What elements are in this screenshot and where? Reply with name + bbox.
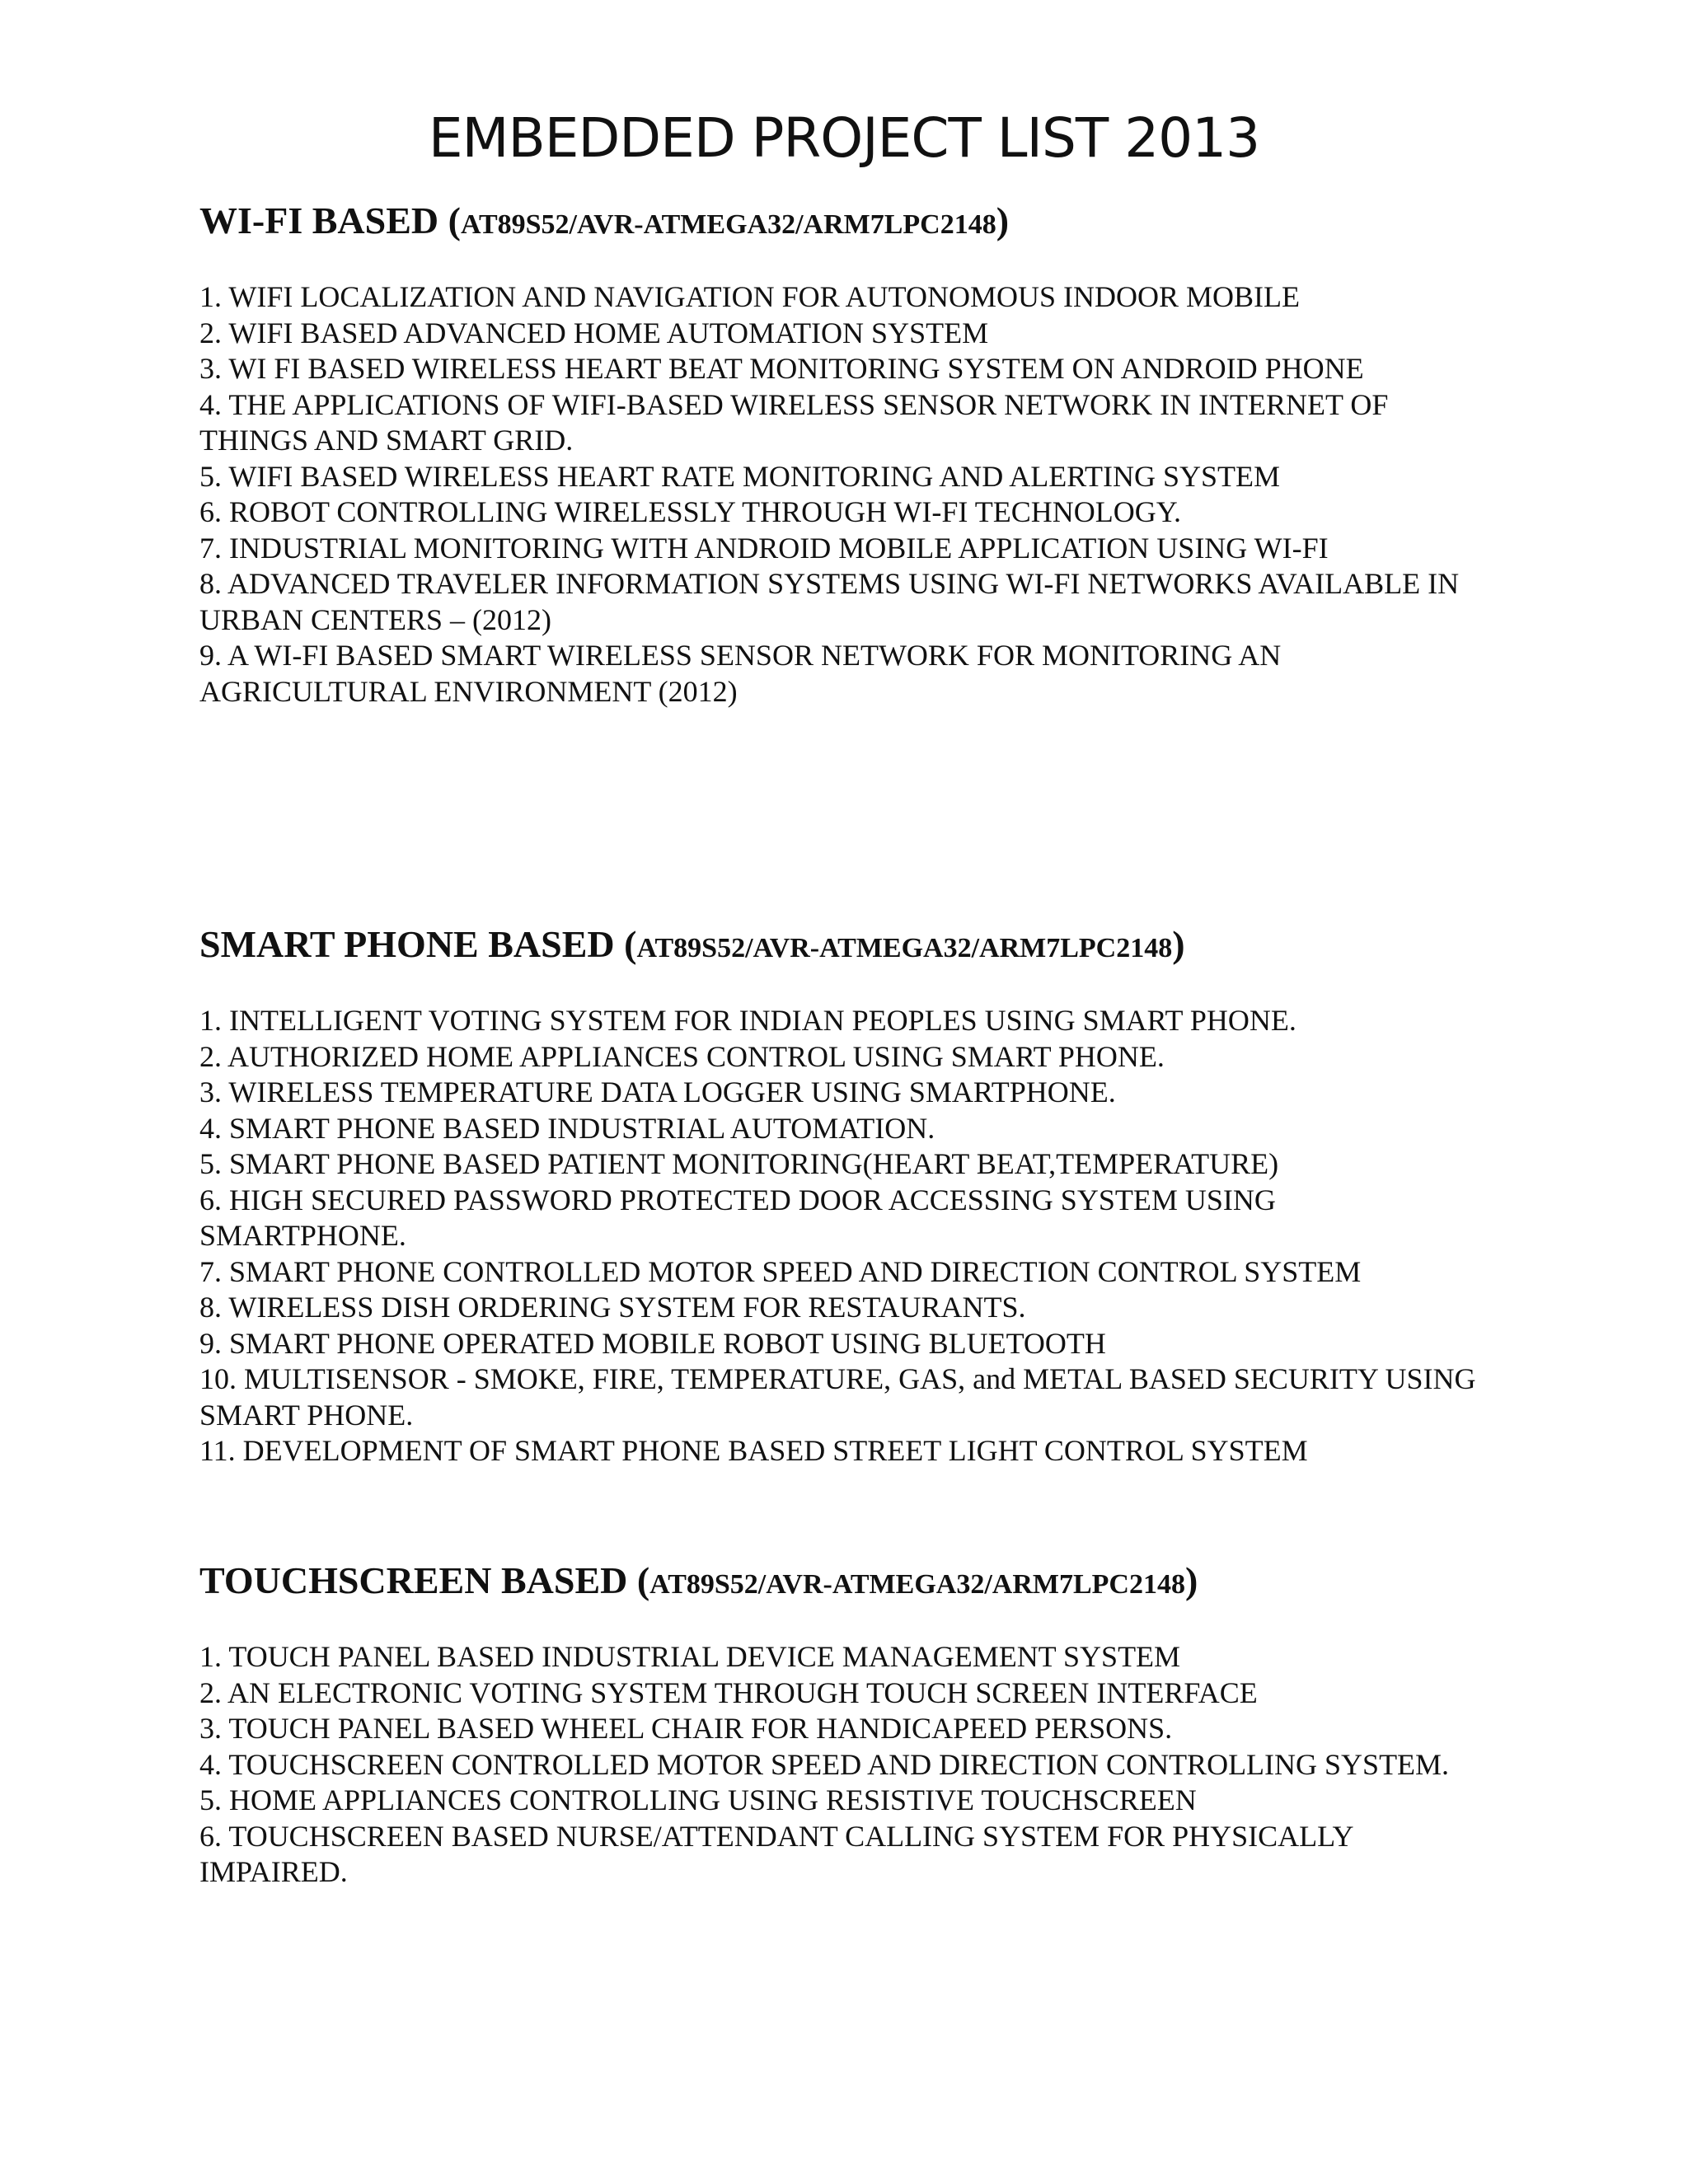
project-list — [199, 1639, 1485, 1891]
section-smart-phone — [199, 921, 1485, 1469]
section-platform: AT89S52/AVR-ATMEGA32/ARM7LPC2148 — [460, 209, 996, 240]
section-title: WI-FI BASED — [199, 199, 439, 241]
section-platform: AT89S52/AVR-ATMEGA32/ARM7LPC2148 — [636, 933, 1173, 963]
list-item: 9. A WI-FI BASED SMART WIRELESS SENSOR NETWORK FOR MONITORING AN AGRICULTURAL ENVIRONMENT (2012) — [199, 639, 1282, 708]
list-item: 6. ROBOT CONTROLLING WIRELESSLY THROUGH WI-FI TECHNOLOGY. — [199, 495, 1182, 528]
project-list — [199, 279, 1485, 710]
list-item: 1. TOUCH PANEL BASED INDUSTRIAL DEVICE MANAGEMENT SYSTEM — [199, 1640, 1181, 1673]
list-item: 5. SMART PHONE BASED PATIENT MONITORING(HEART BEAT,TEMPERATURE) — [199, 1147, 1279, 1180]
list-item: 11. DEVELOPMENT OF SMART PHONE BASED STREET LIGHT CONTROL SYSTEM — [199, 1434, 1308, 1467]
list-item: 4. SMART PHONE BASED INDUSTRIAL AUTOMATION. — [199, 1111, 935, 1145]
list-item: 5. WIFI BASED WIRELESS HEART RATE MONITORING AND ALERTING SYSTEM — [199, 459, 1281, 493]
list-item: 1. WIFI LOCALIZATION AND NAVIGATION FOR AUTONOMOUS INDOOR MOBILE — [199, 280, 1300, 313]
project-list — [199, 1003, 1485, 1469]
section-title: SMART PHONE BASED — [199, 923, 615, 965]
list-item: 9. SMART PHONE OPERATED MOBILE ROBOT USING BLUETOOTH — [199, 1326, 1106, 1360]
list-item: 3. TOUCH PANEL BASED WHEEL CHAIR FOR HANDICAPEED PERSONS. — [199, 1712, 1173, 1745]
list-item: 3. WIRELESS TEMPERATURE DATA LOGGER USING SMARTPHONE. — [199, 1076, 1116, 1108]
section-wifi — [199, 198, 1485, 710]
section-heading: WI-FI BASED (AT89S52/AVR-ATMEGA32/ARM7LPC2148) — [199, 199, 1010, 241]
section-platform: AT89S52/AVR-ATMEGA32/ARM7LPC2148 — [649, 1569, 1185, 1600]
section-touchscreen — [199, 1558, 1485, 1891]
page-title: EMBEDDED PROJECT LIST 2013 — [428, 106, 1260, 170]
list-item: 5. HOME APPLIANCES CONTROLLING USING RESISTIVE TOUCHSCREEN — [199, 1783, 1197, 1816]
list-item: 1. INTELLIGENT VOTING SYSTEM FOR INDIAN PEOPLES USING SMART PHONE. — [199, 1004, 1296, 1037]
list-item: 2. WIFI BASED ADVANCED HOME AUTOMATION SYSTEM — [199, 316, 989, 349]
list-item: 3. WI FI BASED WIRELESS HEART BEAT MONITORING SYSTEM ON ANDROID PHONE — [199, 352, 1364, 385]
list-item: 2. AUTHORIZED HOME APPLIANCES CONTROL USING SMART PHONE. — [199, 1039, 1165, 1073]
list-item: 4. THE APPLICATIONS OF WIFI-BASED WIRELESS SENSOR NETWORK IN INTERNET OF THINGS AND SMART GRID. — [199, 387, 1389, 457]
list-item: 7. SMART PHONE CONTROLLED MOTOR SPEED AND DIRECTION CONTROL SYSTEM — [199, 1254, 1362, 1288]
list-item: 6. HIGH SECURED PASSWORD PROTECTED DOOR ACCESSING SYSTEM USING SMARTPHONE. — [199, 1183, 1276, 1252]
list-item: 8. ADVANCED TRAVELER INFORMATION SYSTEMS USING WI-FI NETWORKS AVAILABLE IN URBAN CENTERS – (2012) — [199, 567, 1460, 636]
list-item: 8. WIRELESS DISH ORDERING SYSTEM FOR RESTAURANTS. — [199, 1291, 1026, 1324]
section-heading: SMART PHONE BASED (AT89S52/AVR-ATMEGA32/ARM7LPC2148) — [199, 923, 1185, 965]
list-item: 7. INDUSTRIAL MONITORING WITH ANDROID MOBILE APPLICATION USING WI-FI — [199, 531, 1329, 565]
list-item: 10. MULTISENSOR - SMOKE, FIRE, TEMPERATURE, GAS, and METAL BASED SECURITY USING SMART PHONE. — [199, 1362, 1476, 1432]
section-heading: TOUCHSCREEN BASED (AT89S52/AVR-ATMEGA32/ARM7LPC2148) — [199, 1559, 1198, 1601]
list-item: 6. TOUCHSCREEN BASED NURSE/ATTENDANT CALLING SYSTEM FOR PHYSICALLY IMPAIRED. — [199, 1819, 1353, 1888]
list-item: 4. TOUCHSCREEN CONTROLLED MOTOR SPEED AND DIRECTION CONTROLLING SYSTEM. — [199, 1747, 1450, 1781]
list-item: 2. AN ELECTRONIC VOTING SYSTEM THROUGH TOUCH SCREEN INTERFACE — [199, 1675, 1258, 1709]
section-title: TOUCHSCREEN BASED — [199, 1559, 628, 1601]
